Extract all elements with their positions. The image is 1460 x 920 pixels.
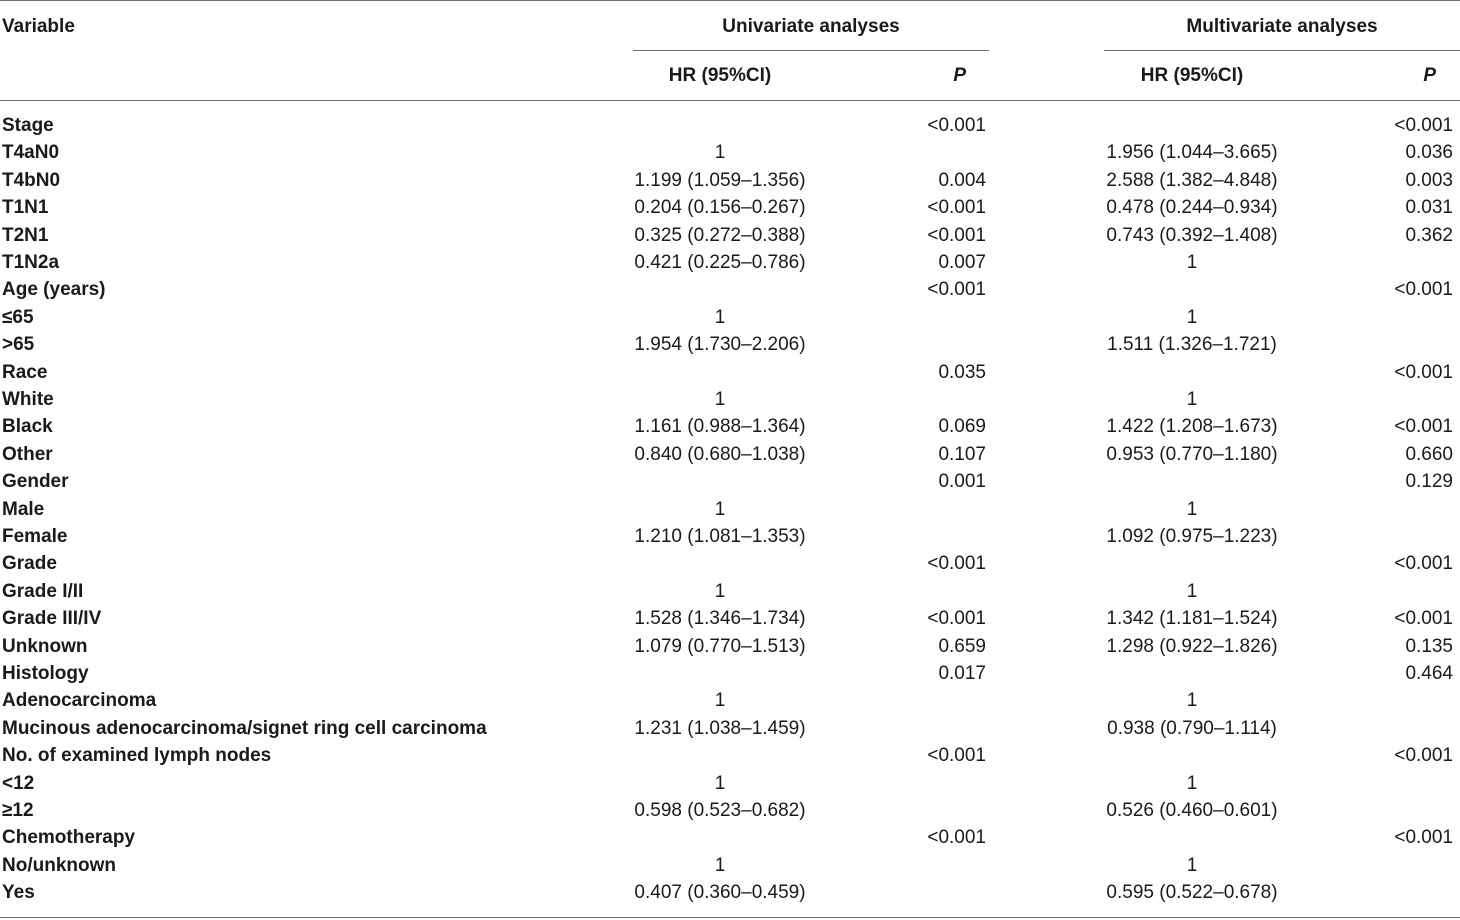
row-variable: T1N1	[2, 197, 49, 219]
row-univariate-hr: 1.210 (1.081–1.353)	[634, 526, 806, 547]
row-multivariate-hr: 1.342 (1.181–1.524)	[1106, 608, 1278, 630]
row-multivariate-p: 0.660	[1405, 443, 1453, 465]
row-univariate-p: 0.007	[938, 252, 986, 273]
row-variable: Female	[2, 526, 68, 547]
row-univariate-p: <0.001	[927, 553, 986, 575]
row-multivariate-p: 0.129	[1405, 471, 1453, 493]
row-multivariate-hr: 1	[1186, 498, 1198, 520]
row-variable: T4aN0	[2, 142, 60, 164]
row-variable: Black	[2, 416, 53, 438]
row-variable: Mucinous adenocarcinoma/signet ring cell carcinoma	[2, 717, 487, 739]
row-univariate-p: 0.001	[938, 471, 986, 493]
table-row	[0, 360, 1460, 387]
row-variable: <12	[2, 772, 35, 794]
row-univariate-hr: 0.325 (0.272–0.388)	[634, 224, 806, 246]
table-row	[0, 853, 1460, 880]
row-univariate-hr: 1.079 (0.770–1.513)	[634, 635, 806, 657]
row-multivariate-p: <0.001	[1394, 827, 1453, 849]
header-bottom-rule	[0, 100, 1460, 101]
row-variable: Grade	[2, 553, 57, 575]
row-multivariate-hr: 1.298 (0.922–1.826)	[1106, 635, 1278, 657]
row-multivariate-p: <0.001	[1394, 279, 1453, 301]
table-row	[0, 606, 1460, 633]
row-univariate-hr: 1	[714, 854, 726, 876]
row-univariate-hr: 1.954 (1.730–2.206)	[634, 334, 806, 356]
table-row	[0, 771, 1460, 798]
row-variable: Gender	[2, 471, 69, 493]
row-univariate-hr: 1	[714, 306, 726, 328]
row-variable: Grade III/IV	[2, 608, 102, 630]
table-row	[0, 223, 1460, 250]
table-row	[0, 387, 1460, 414]
row-multivariate-p: <0.001	[1394, 361, 1453, 383]
row-multivariate-hr: 0.743 (0.392–1.408)	[1106, 224, 1278, 246]
row-univariate-hr: 0.421 (0.225–0.786)	[634, 252, 806, 273]
table-row	[0, 250, 1460, 277]
row-multivariate-p: <0.001	[1394, 416, 1453, 438]
row-univariate-hr: 1	[714, 580, 726, 602]
table-row	[0, 442, 1460, 469]
header-univariate-p: P	[953, 65, 966, 86]
row-multivariate-hr: 1	[1186, 306, 1198, 328]
table-row	[0, 168, 1460, 195]
row-univariate-hr: 0.204 (0.156–0.267)	[634, 197, 806, 219]
row-univariate-p: <0.001	[927, 745, 986, 767]
table-row	[0, 825, 1460, 852]
table-row	[0, 880, 1460, 907]
table-row	[0, 113, 1460, 140]
row-univariate-hr: 1.231 (1.038–1.459)	[634, 717, 806, 739]
table-row	[0, 743, 1460, 770]
table-row	[0, 661, 1460, 688]
row-variable: >65	[2, 334, 35, 356]
table-row	[0, 469, 1460, 496]
row-variable: ≥12	[2, 800, 34, 821]
row-univariate-hr: 1	[714, 389, 726, 410]
row-univariate-hr: 1	[714, 690, 726, 712]
row-multivariate-p: <0.001	[1394, 608, 1453, 630]
row-univariate-p: 0.035	[938, 361, 986, 383]
row-variable: Histology	[2, 663, 89, 684]
table-row	[0, 195, 1460, 222]
row-multivariate-hr: 0.595 (0.522–0.678)	[1106, 882, 1278, 904]
row-univariate-hr: 0.840 (0.680–1.038)	[634, 443, 806, 465]
row-univariate-p: 0.659	[938, 635, 986, 657]
row-multivariate-p: 0.135	[1405, 635, 1453, 657]
row-variable: T2N1	[2, 224, 49, 246]
row-multivariate-p: 0.003	[1405, 169, 1453, 191]
row-multivariate-p: <0.001	[1394, 115, 1453, 136]
row-variable: Yes	[2, 882, 35, 904]
row-multivariate-hr: 1.956 (1.044–3.665)	[1106, 142, 1278, 164]
row-univariate-hr: 0.407 (0.360–0.459)	[634, 882, 806, 904]
header-univariate: Univariate analyses	[722, 16, 900, 37]
row-univariate-hr: 0.598 (0.523–0.682)	[634, 800, 806, 821]
row-univariate-p: <0.001	[927, 827, 986, 849]
table-row	[0, 579, 1460, 606]
row-univariate-p: <0.001	[927, 608, 986, 630]
row-variable: ≤65	[2, 306, 34, 328]
header-multivariate-p: P	[1423, 65, 1436, 86]
row-multivariate-hr: 1.422 (1.208–1.673)	[1106, 416, 1278, 438]
row-univariate-p: <0.001	[927, 115, 986, 136]
bottom-rule	[0, 917, 1460, 918]
row-multivariate-hr: 0.526 (0.460–0.601)	[1106, 800, 1278, 821]
row-variable: Chemotherapy	[2, 827, 136, 849]
row-variable: Other	[2, 443, 53, 465]
row-multivariate-p: <0.001	[1394, 745, 1453, 767]
table-row	[0, 688, 1460, 715]
table-row	[0, 798, 1460, 825]
row-multivariate-hr: 1	[1186, 772, 1198, 794]
row-variable: Adenocarcinoma	[2, 690, 157, 712]
table-row	[0, 414, 1460, 441]
row-variable: Unknown	[2, 635, 88, 657]
univariate-underline	[633, 50, 989, 51]
row-variable: Stage	[2, 115, 54, 136]
top-rule	[0, 0, 1460, 1]
row-multivariate-hr: 1	[1186, 389, 1198, 410]
row-variable: No/unknown	[2, 854, 116, 876]
row-multivariate-hr: 1	[1186, 580, 1198, 602]
header-multivariate-hr: HR (95%CI)	[1140, 65, 1244, 86]
row-variable: White	[2, 389, 54, 410]
row-multivariate-hr: 0.953 (0.770–1.180)	[1106, 443, 1278, 465]
table-row	[0, 332, 1460, 359]
row-variable: Race	[2, 361, 48, 383]
row-multivariate-p: 0.464	[1405, 663, 1453, 684]
table-row	[0, 140, 1460, 167]
row-univariate-p: <0.001	[927, 279, 986, 301]
row-univariate-p: 0.069	[938, 416, 986, 438]
row-univariate-hr: 1.161 (0.988–1.364)	[634, 416, 806, 438]
table-row	[0, 634, 1460, 661]
row-variable: T1N2a	[2, 252, 60, 273]
row-variable: No. of examined lymph nodes	[2, 745, 272, 767]
row-univariate-p: 0.107	[938, 443, 986, 465]
row-univariate-hr: 1	[714, 772, 726, 794]
row-multivariate-hr: 1	[1186, 252, 1198, 273]
row-multivariate-hr: 0.478 (0.244–0.934)	[1106, 197, 1278, 219]
row-multivariate-hr: 0.938 (0.790–1.114)	[1107, 717, 1277, 739]
row-variable: Male	[2, 498, 45, 520]
row-univariate-p: 0.004	[938, 169, 986, 191]
row-univariate-hr: 1	[714, 142, 726, 164]
row-multivariate-p: 0.031	[1405, 197, 1453, 219]
table-row	[0, 305, 1460, 332]
row-univariate-hr: 1.528 (1.346–1.734)	[634, 608, 806, 630]
row-univariate-p: <0.001	[927, 224, 986, 246]
header-multivariate: Multivariate analyses	[1186, 16, 1378, 37]
table-row	[0, 277, 1460, 304]
row-univariate-hr: 1	[714, 498, 726, 520]
row-multivariate-hr: 1	[1186, 690, 1198, 712]
row-variable: T4bN0	[2, 169, 61, 191]
row-multivariate-hr: 1.092 (0.975–1.223)	[1106, 526, 1278, 547]
table-row	[0, 497, 1460, 524]
row-variable: Age (years)	[2, 279, 106, 301]
row-multivariate-p: <0.001	[1394, 553, 1453, 575]
header-variable: Variable	[2, 16, 75, 37]
row-multivariate-hr: 2.588 (1.382–4.848)	[1106, 169, 1278, 191]
row-multivariate-p: 0.036	[1405, 142, 1453, 164]
table-row	[0, 551, 1460, 578]
table-row	[0, 524, 1460, 551]
row-variable: Grade I/II	[2, 580, 84, 602]
multivariate-underline	[1104, 50, 1460, 51]
row-multivariate-hr: 1	[1186, 854, 1198, 876]
row-multivariate-hr: 1.511 (1.326–1.721)	[1107, 334, 1277, 356]
table-row	[0, 716, 1460, 743]
row-univariate-hr: 1.199 (1.059–1.356)	[634, 169, 806, 191]
row-univariate-p: 0.017	[938, 663, 986, 684]
row-multivariate-p: 0.362	[1405, 224, 1453, 246]
row-univariate-p: <0.001	[927, 197, 986, 219]
header-univariate-hr: HR (95%CI)	[668, 65, 772, 86]
